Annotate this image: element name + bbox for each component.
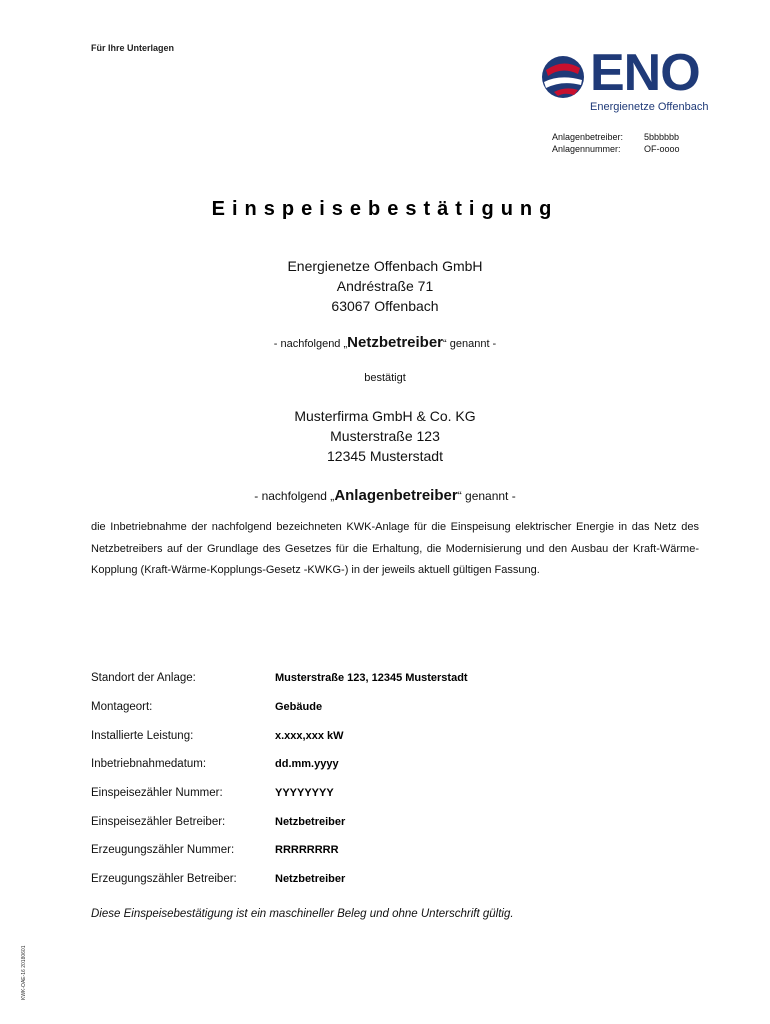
operator-label: Anlagenbetreiber: bbox=[552, 132, 624, 142]
globe-icon bbox=[540, 54, 586, 100]
detail-label: Montageort: bbox=[91, 701, 153, 714]
confirms-text: bestätigt bbox=[364, 372, 406, 384]
detail-value: dd.mm.yyyy bbox=[275, 758, 339, 771]
detail-value: x.xxx,xxx kW bbox=[275, 729, 344, 742]
detail-label: Installierte Leistung: bbox=[91, 729, 194, 742]
side-code: KWK-OAE-16 20180601 bbox=[21, 945, 27, 1000]
plant-operator-role: - nachfolgend „Anlagenbetreiber“ genannt - bbox=[254, 487, 516, 504]
detail-value: Gebäude bbox=[275, 701, 323, 714]
plant-number-label: Anlagennummer: bbox=[552, 144, 621, 154]
grid-operator-city: 63067 Offenbach bbox=[331, 298, 439, 314]
detail-row bbox=[91, 779, 651, 808]
plant-operator-role-term: Anlagenbetreiber bbox=[334, 487, 458, 504]
detail-row bbox=[91, 807, 651, 836]
detail-value: RRRRRRRR bbox=[275, 844, 339, 857]
detail-label: Einspeisezähler Betreiber: bbox=[91, 815, 226, 828]
logo-wordmark: ENO bbox=[590, 44, 700, 102]
detail-row bbox=[91, 664, 651, 693]
document-title: Einspeisebestätigung bbox=[211, 198, 559, 220]
detail-label: Inbetriebnahmedatum: bbox=[91, 758, 207, 771]
grid-operator-name: Energienetze Offenbach GmbH bbox=[287, 258, 483, 274]
header-note: Für Ihre Unterlagen bbox=[91, 43, 175, 53]
detail-label: Erzeugungszähler Betreiber: bbox=[91, 873, 237, 886]
detail-row bbox=[91, 693, 651, 722]
grid-operator-role-term: Netzbetreiber bbox=[347, 334, 444, 351]
plant-ids bbox=[552, 131, 680, 155]
detail-value: YYYYYYYY bbox=[275, 787, 334, 800]
detail-row bbox=[91, 721, 651, 750]
plant-number-value: OF-oooo bbox=[644, 144, 680, 154]
body-paragraph: die Inbetriebnahme der nachfolgend bezeichneten KWK-Anlage für die Einspeisung elektrischer Energie in das Netz des Netzbetreibers auf der Grundlage des Gesetzes für die Erhaltung, die Modernisierung und den Ausbau der Kraft-Wärme-Kopplung (Kraft-Wärme-Kopplungs-Gesetz -KWKG-) in der jeweils aktuell gültigen Fassung. bbox=[91, 521, 699, 576]
detail-row bbox=[91, 750, 651, 779]
grid-operator-role: - nachfolgend „Netzbetreiber“ genannt - bbox=[273, 334, 497, 351]
operator-value: 5bbbbbb bbox=[644, 132, 680, 142]
grid-operator-address bbox=[0, 256, 770, 316]
detail-label: Erzeugungszähler Nummer: bbox=[91, 844, 235, 857]
grid-operator-street: Andréstraße 71 bbox=[336, 278, 434, 294]
footnote: Diese Einspeisebestätigung ist ein maschineller Beleg und ohne Unterschrift gültig. bbox=[91, 908, 514, 920]
detail-row bbox=[91, 865, 651, 894]
logo-subtitle: Energienetze Offenbach bbox=[590, 101, 709, 113]
detail-value: Musterstraße 123, 12345 Musterstadt bbox=[275, 672, 468, 685]
detail-value: Netzbetreiber bbox=[275, 815, 346, 828]
plant-operator-city: 12345 Musterstadt bbox=[327, 448, 443, 464]
plant-operator-street: Musterstraße 123 bbox=[330, 428, 440, 444]
eno-logo bbox=[540, 44, 740, 122]
detail-label: Einspeisezähler Nummer: bbox=[91, 787, 223, 800]
detail-label: Standort der Anlage: bbox=[91, 672, 196, 685]
plant-operator-address bbox=[0, 406, 770, 466]
detail-row bbox=[91, 836, 651, 865]
plant-operator-name: Musterfirma GmbH & Co. KG bbox=[294, 408, 476, 424]
detail-value: Netzbetreiber bbox=[275, 873, 346, 886]
plant-details bbox=[91, 664, 651, 894]
